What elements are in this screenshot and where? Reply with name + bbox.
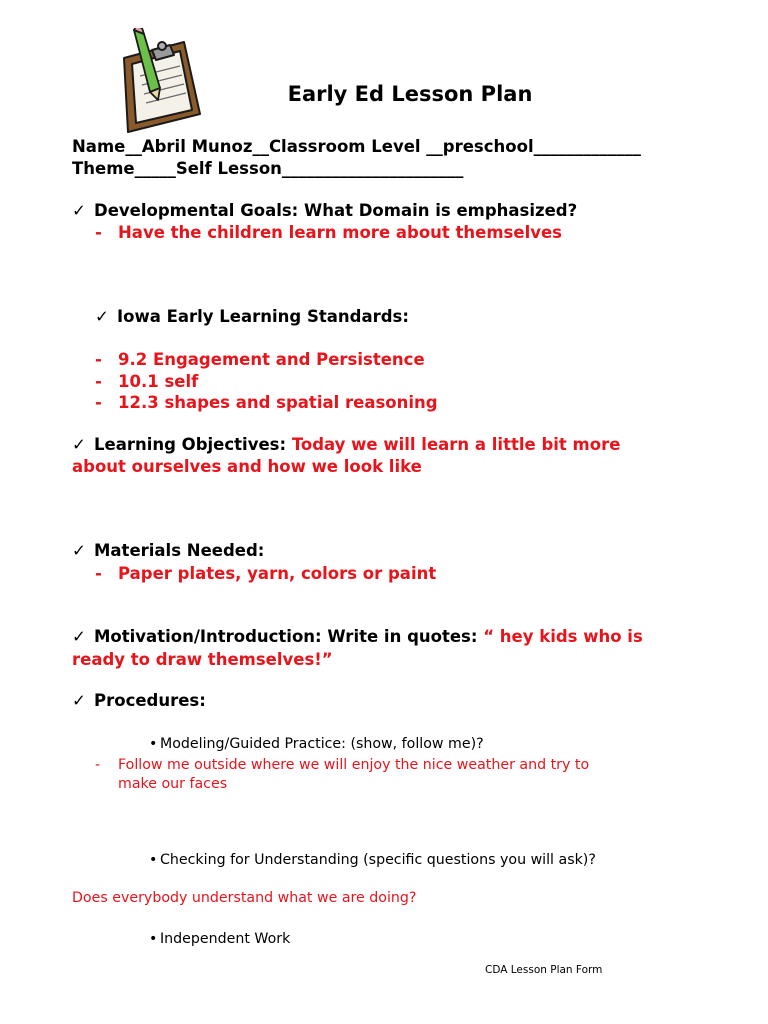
list-item: - 10.1 self: [95, 372, 199, 391]
motivation-label: Motivation/Introduction: Write in quotes:: [94, 627, 484, 646]
developmental-goals-heading: [72, 201, 577, 220]
dash-bullet: -: [95, 223, 102, 242]
materials-label: Materials Needed:: [94, 541, 265, 560]
checkmark-icon: ✓: [95, 307, 109, 326]
modeling-answer-continued: make our faces: [118, 776, 228, 792]
objectives-text: Today we will learn a little bit more: [291, 435, 621, 454]
footer-form-name: CDA Lesson Plan Form: [485, 964, 603, 976]
procedures-heading: [72, 691, 206, 710]
objectives-heading: [72, 435, 620, 454]
dash-bullet: -: [95, 372, 102, 391]
page-title: Early Ed Lesson Plan: [287, 82, 533, 106]
dash-bullet: -: [95, 393, 102, 412]
dash-bullet: -: [95, 350, 102, 369]
materials-heading: [72, 541, 264, 560]
list-item: - 12.3 shapes and spatial reasoning: [95, 393, 438, 412]
dash-bullet: -: [95, 757, 101, 773]
checkmark-icon: ✓: [72, 627, 86, 646]
bullet-dot: •: [149, 852, 158, 868]
motivation-quote: “ hey kids who is: [483, 627, 643, 646]
objectives-text-continued: about ourselves and how we look like: [72, 457, 422, 476]
checkmark-icon: ✓: [72, 541, 86, 560]
bullet-dot: •: [149, 931, 158, 947]
motivation-quote-continued: ready to draw themselves!”: [72, 650, 333, 669]
standards-label: Iowa Early Learning Standards:: [117, 307, 409, 326]
procedures-label: Procedures:: [94, 691, 206, 710]
checking-item: • Checking for Understanding (specific questions you will ask)?: [149, 852, 596, 868]
modeling-item: • Modeling/Guided Practice: (show, follow me)?: [149, 736, 484, 752]
objectives-label: Learning Objectives:: [94, 435, 292, 454]
modeling-answer: - Follow me outside where we will enjoy the nice weather and try to: [95, 757, 590, 773]
list-item: - Have the children learn more about themselves: [95, 223, 562, 242]
dash-bullet: -: [95, 564, 102, 583]
standards-heading: [95, 307, 409, 326]
motivation-heading: [72, 627, 643, 646]
name-level-line: Name__Abril Munoz__Classroom Level __preschool_____________: [72, 137, 641, 156]
list-item: - 9.2 Engagement and Persistence: [95, 350, 425, 369]
list-item: - Paper plates, yarn, colors or paint: [95, 564, 437, 583]
checkmark-icon: ✓: [72, 201, 86, 220]
checkmark-icon: ✓: [72, 435, 86, 454]
checking-answer: Does everybody understand what we are doing?: [72, 890, 417, 906]
checkmark-icon: ✓: [72, 691, 86, 710]
bullet-dot: •: [149, 736, 158, 752]
independent-item: • Independent Work: [149, 931, 291, 947]
developmental-goals-label: Developmental Goals: What Domain is emphasized?: [94, 201, 578, 220]
theme-lesson-line: Theme_____Self Lesson______________________: [72, 159, 464, 178]
